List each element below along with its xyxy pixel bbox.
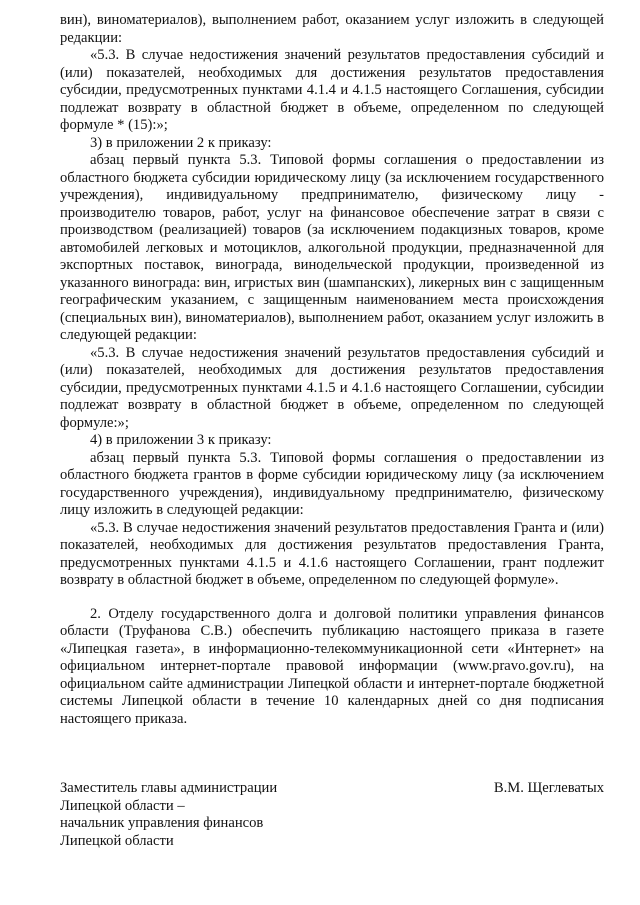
item-3-appendix-2: 3) в приложении 2 к приказу: xyxy=(90,134,272,151)
signatory-position-line: Липецкой области xyxy=(60,832,174,849)
paragraph-appendix-2-amendment: абзац первый пункта 5.3. Типовой формы соглашения о предоставлении из областного бюджета субсидии юридическому лицу (за исключением государственного учреждения), индивидуальному предпринимателю, физическому лицу - производителю товаров, работ, услуг на финансовое обеспечение затрат в связи с производством (реализацией) товаров (за исключением подакцизных товаров, кроме автомобилей легковых и мотоциклов, алкогольной продукции, предназначенной для экспортных поставок, винограда, винодельческой продукции, произведенной из указанного винограда: вин, игристых вин (шампанских), ликерных вин с защищенным географическим указанием, с защищенным наименованием места происхождения (специальных вин), виноматериалов), выполнением работ, оказанием услуг изложить в следующей редакции: xyxy=(60,152,604,343)
signatory-position-line: Заместитель главы администрации xyxy=(60,780,278,796)
quoted-clause-5-3-subsidy-15: «5.3. В случае недостижения значений результатов предоставления субсидий и (или) показателей, необходимых для достижения результатов предоставления субсидии, предусмотренных пунктами 4.1.4 и 4.1.5 настоящего Соглашения, субсидии подлежат возврату в областной бюджет в объеме, определенном по следующей формуле * (15):»; xyxy=(60,47,604,133)
signature-block xyxy=(60,780,604,850)
paragraph-continuation: вин), виноматериалов), выполнением работ, оказанием услуг изложить в следующей редакции: xyxy=(60,12,604,46)
paragraph-appendix-3-amendment: абзац первый пункта 5.3. Типовой формы соглашения о предоставлении из областного бюджета грантов в форме субсидии юридическому лицу (за исключением государственного учреждения), индивидуальному предпринимателю, физическому лицу изложить в следующей редакции: xyxy=(60,449,604,518)
quoted-clause-5-3-subsidy: «5.3. В случае недостижения значений результатов предоставления субсидий и (или) показателей, необходимых для достижения результатов предоставления субсидии, предусмотренных пунктами 4.1.5 и 4.1.6 настоящего Соглашении, субсидии подлежат возврату в областной бюджет в объеме, определенном по следующей формуле:»; xyxy=(60,344,604,431)
signatory-position-line: начальник управления финансов xyxy=(60,815,264,831)
signatory-name: В.М. Щеглеватых xyxy=(493,780,604,796)
paragraph-2-publication: 2. Отделу государственного долга и долговой политики управления финансов области (Труфанова С.В.) обеспечить публикацию настоящего приказа в газете «Липецкая газета», в информационно-телекоммуникационной сети «Интернет» на официальном интернет-портале правовой информации (www.pravo.gov.ru), на официальном сайте администрации Липецкой области и интернет-портале бюджетной системы Липецкой области в течение 10 календарных дней со дня подписания настоящего приказа. xyxy=(60,605,604,727)
item-4-appendix-3: 4) в приложении 3 к приказу: xyxy=(90,432,272,448)
quoted-clause-5-3-grant: «5.3. В случае недостижения значений результатов предоставления Гранта и (или) показателей, необходимых для достижения результатов предоставления Гранта, предусмотренных пунктами 4.1.5 и 4.1.6 настоящего Соглашении, грант подлежит возврату в областной бюджет в объеме, определенном по следующей формуле». xyxy=(60,519,604,588)
signatory-position-line: Липецкой области – xyxy=(60,797,185,814)
